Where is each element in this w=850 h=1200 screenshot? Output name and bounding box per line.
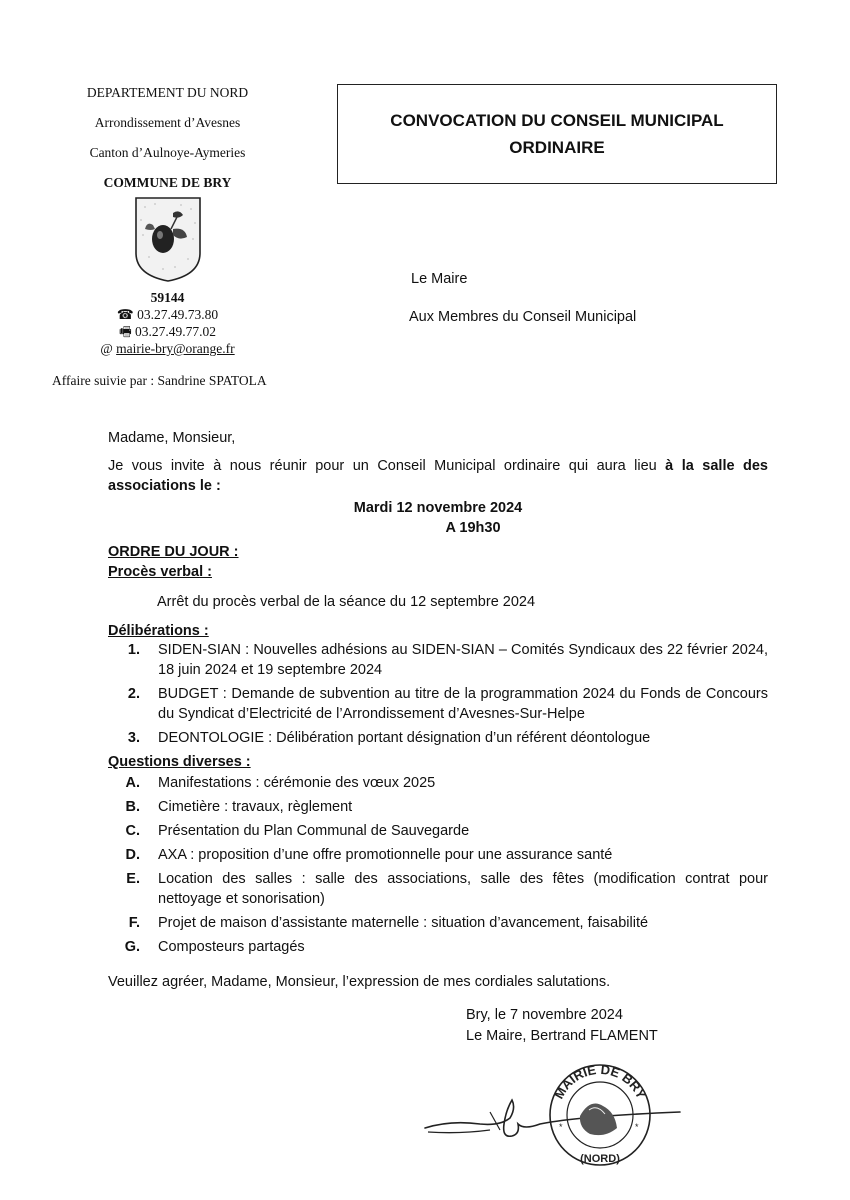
deliberations-heading: Délibérations : xyxy=(108,623,209,639)
item-text: Cimetière : travaux, règlement xyxy=(158,799,353,815)
coat-of-arms-icon xyxy=(133,195,203,283)
item-text: DEONTOLOGIE : Délibération portant désignation d’un référent déontologue xyxy=(158,730,651,746)
invite-end: le : xyxy=(195,478,221,494)
invitation-paragraph xyxy=(108,456,768,496)
item-letter: A. xyxy=(125,775,140,791)
item-text: Projet de maison d’assistante maternelle : situation d’avancement, faisabilité xyxy=(158,915,649,931)
list-item xyxy=(108,728,768,748)
closing-sentence: Veuillez agréer, Madame, Monsieur, l’expression de mes cordiales salutations. xyxy=(108,974,611,990)
email-prefix: @ xyxy=(100,341,117,356)
minutes-heading: Procès verbal : xyxy=(108,564,212,580)
salutation: Madame, Monsieur, xyxy=(108,430,236,446)
phone-number: ☎ 03.27.49.73.80 xyxy=(116,307,219,322)
list-item xyxy=(108,845,768,865)
email-link[interactable]: mairie-bry@orange.fr xyxy=(116,341,235,356)
item-text: Location des salles : salle des associations, salle des fêtes (modification contrat pour nettoyage et sonorisation) xyxy=(158,871,768,907)
list-item xyxy=(108,797,768,817)
item-number: 3. xyxy=(127,730,140,746)
invite-venue: à la salle des associations xyxy=(108,458,768,494)
list-item xyxy=(108,684,768,724)
place-and-date: Bry, le 7 novembre 2024 xyxy=(466,1007,623,1023)
questions-heading: Questions diverses : xyxy=(108,754,251,770)
list-item xyxy=(108,869,768,909)
questions-list xyxy=(108,773,768,961)
signatory: Le Maire, Bertrand FLAMENT xyxy=(466,1028,658,1044)
agenda-heading: ORDRE DU JOUR : xyxy=(108,544,239,560)
stamp-top-text: MAIRIE DE BRY xyxy=(551,1061,649,1102)
list-item xyxy=(108,773,768,793)
item-letter: C. xyxy=(125,823,140,839)
postcode: 59144 xyxy=(150,290,185,305)
arrondissement-label: Arrondissement d’Avesnes xyxy=(94,115,241,130)
letterhead xyxy=(40,84,295,357)
item-text: SIDEN-SIAN : Nouvelles adhésions au SIDEN-SIAN – Comités Syndicaux des 22 février 2024, 18 juin 2024 et 19 septembre 2024 xyxy=(158,642,768,678)
minutes-item: Arrêt du procès verbal de la séance du 12 septembre 2024 xyxy=(157,594,536,610)
item-letter: E. xyxy=(126,871,140,887)
title-line-1: CONVOCATION DU CONSEIL MUNICIPAL xyxy=(390,111,724,130)
deliberations-list xyxy=(108,640,768,752)
item-text: AXA : proposition d’une offre promotionnelle pour une assurance santé xyxy=(158,847,613,863)
item-letter: G. xyxy=(124,939,140,955)
item-text: Manifestations : cérémonie des vœux 2025 xyxy=(158,775,436,791)
svg-text:*: * xyxy=(559,1122,563,1132)
document-title xyxy=(337,84,777,184)
item-text: Composteurs partagés xyxy=(158,939,305,955)
item-text: Présentation du Plan Communal de Sauvegarde xyxy=(158,823,470,839)
list-item xyxy=(108,913,768,933)
list-item xyxy=(108,640,768,680)
department-label: DEPARTEMENT DU NORD xyxy=(86,85,249,100)
item-text: BUDGET : Demande de subvention au titre de la programmation 2024 du Fonds de Concours du Syndicat d’Electricité de l’Arrondissement d’Avesnes-Sur-Helpe xyxy=(158,686,768,722)
meeting-time: A 19h30 xyxy=(445,520,501,536)
title-line-2: ORDINAIRE xyxy=(509,138,605,157)
stamp-bottom-text: (NORD) xyxy=(580,1153,620,1165)
email-line xyxy=(40,340,295,357)
svg-text:*: * xyxy=(635,1122,639,1132)
item-number: 1. xyxy=(127,642,140,658)
sender-label: Le Maire xyxy=(411,271,468,287)
canton-label: Canton d’Aulnoye-Aymeries xyxy=(89,145,246,160)
item-letter: F. xyxy=(128,915,140,931)
item-letter: D. xyxy=(125,847,140,863)
fax-number: 🖷 03.27.49.77.02 xyxy=(118,324,217,339)
commune-name: COMMUNE DE BRY xyxy=(103,175,232,190)
recipients-label: Aux Membres du Conseil Municipal xyxy=(409,309,637,325)
invite-text: Je vous invite à nous réunir pour un Conseil Municipal ordinaire qui aura lieu xyxy=(108,458,666,474)
list-item xyxy=(108,937,768,957)
item-letter: B. xyxy=(125,799,140,815)
item-number: 2. xyxy=(127,686,140,702)
meeting-date: Mardi 12 novembre 2024 xyxy=(353,500,523,516)
list-item xyxy=(108,821,768,841)
case-handler: Affaire suivie par : Sandrine SPATOLA xyxy=(52,373,267,388)
official-stamp-icon xyxy=(545,1058,655,1173)
